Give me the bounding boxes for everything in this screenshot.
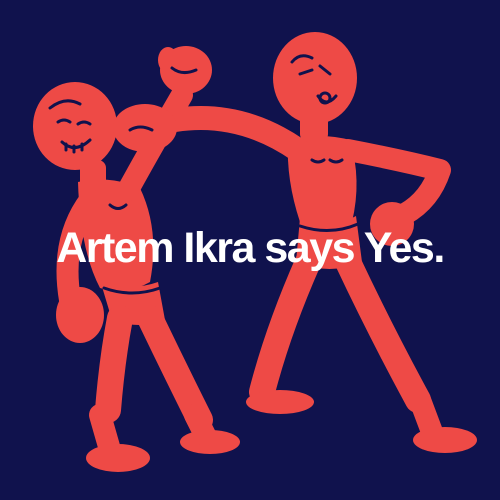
- right-boxer-foot-left: [246, 390, 314, 414]
- right-boxer-leg-left: [262, 262, 308, 392]
- left-boxer-bottom-glove: [56, 287, 104, 343]
- right-boxer-leg-right: [348, 262, 418, 400]
- headline-text: Artem Ikra says Yes.: [56, 224, 444, 272]
- left-boxer-leg-left: [108, 318, 120, 410]
- left-boxer-head: [33, 82, 117, 170]
- right-boxer-head: [273, 32, 357, 124]
